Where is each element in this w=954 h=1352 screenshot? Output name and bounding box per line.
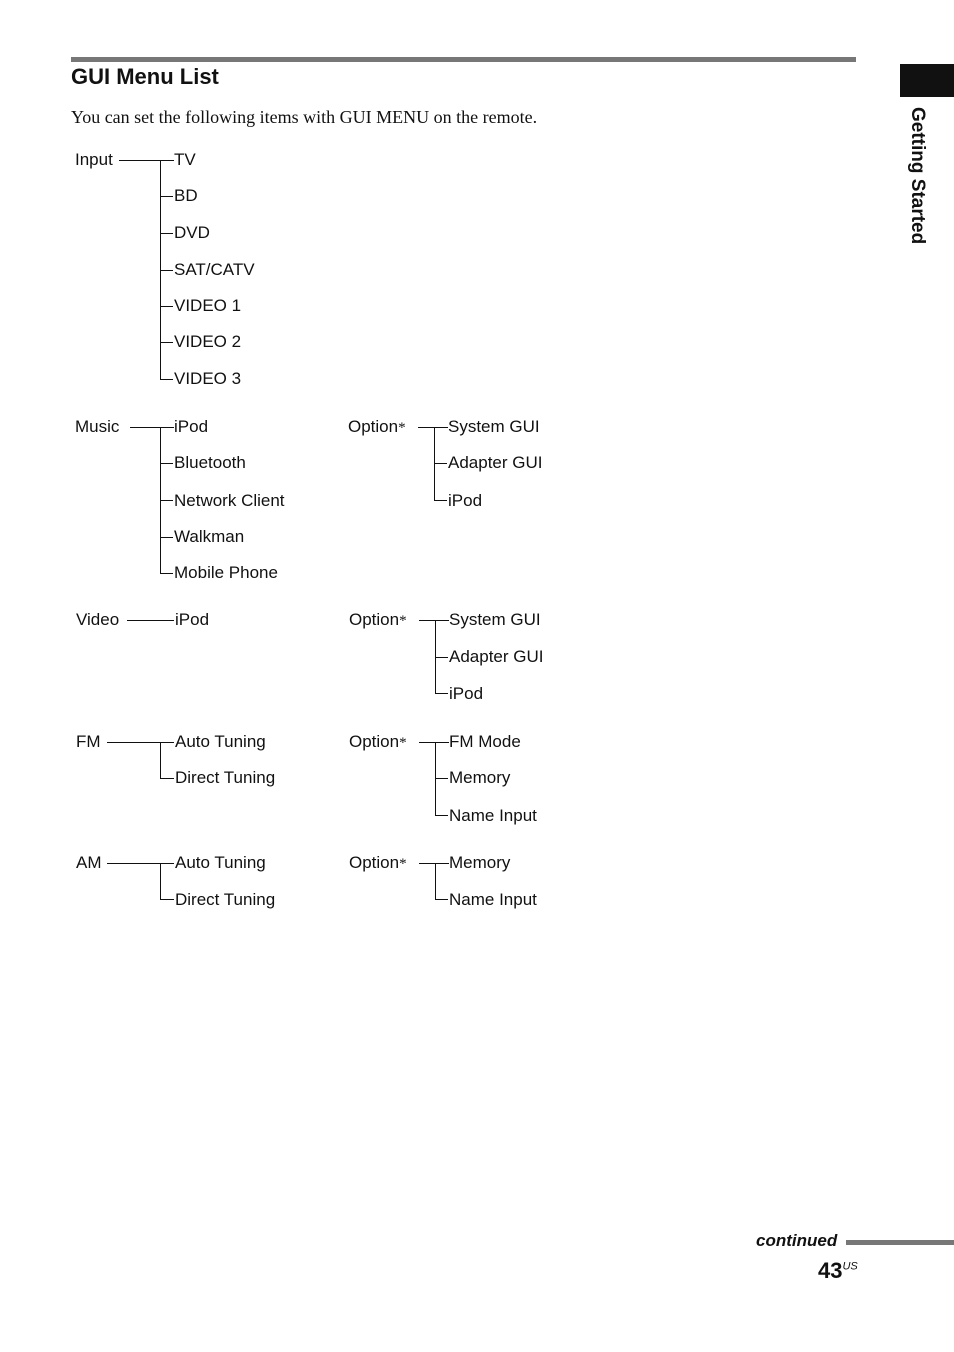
menu-item: TV	[174, 150, 196, 169]
connector-line	[435, 657, 448, 658]
option-item: Memory	[449, 768, 511, 787]
option-label: Option*	[348, 417, 406, 436]
connector-line	[127, 620, 174, 621]
connector-line	[160, 863, 161, 900]
continued-bar	[846, 1240, 954, 1245]
menu-item: VIDEO 3	[174, 369, 242, 388]
connector-line	[419, 742, 449, 743]
menu-item: Walkman	[174, 527, 245, 546]
side-tab-label: Getting Started	[907, 107, 928, 245]
connector-line	[160, 342, 173, 343]
connector-line	[160, 742, 161, 779]
side-tab-marker	[900, 64, 954, 97]
connector-line	[160, 573, 173, 574]
menu-item: iPod	[174, 417, 209, 436]
option-item: Adapter GUI	[448, 453, 543, 472]
option-item: Memory	[449, 853, 511, 872]
option-item: iPod	[448, 491, 483, 510]
connector-line	[160, 379, 173, 380]
input-root-label: Input	[75, 150, 113, 169]
connector-line	[435, 815, 448, 816]
connector-line	[107, 863, 174, 864]
connector-line	[435, 863, 436, 900]
connector-line	[160, 500, 173, 501]
fm-root-label: FM	[76, 732, 101, 751]
option-item: iPod	[449, 684, 484, 703]
menu-item: Mobile Phone	[174, 563, 278, 582]
menu-item: VIDEO 2	[174, 332, 242, 351]
continued-label: continued	[756, 1231, 838, 1250]
connector-line	[160, 196, 173, 197]
connector-line	[418, 427, 448, 428]
connector-line	[160, 537, 173, 538]
connector-line	[434, 500, 447, 501]
menu-item: Network Client	[174, 491, 285, 510]
menu-item: Direct Tuning	[175, 890, 276, 909]
connector-line	[160, 463, 173, 464]
page-title: GUI Menu List	[71, 64, 219, 89]
connector-line	[119, 160, 174, 161]
menu-item: SAT/CATV	[174, 260, 255, 279]
connector-line	[434, 463, 447, 464]
option-item: Name Input	[449, 890, 537, 909]
connector-line	[435, 693, 448, 694]
connector-line	[419, 863, 449, 864]
option-label: Option*	[349, 610, 407, 629]
option-item: FM Mode	[449, 732, 521, 751]
connector-line	[107, 742, 174, 743]
connector-line	[435, 778, 448, 779]
connector-line	[160, 778, 174, 779]
option-item: Adapter GUI	[449, 647, 544, 666]
video-root-label: Video	[76, 610, 120, 629]
connector-line	[160, 233, 173, 234]
connector-line	[160, 899, 174, 900]
menu-item: Direct Tuning	[175, 768, 276, 787]
top-rule	[71, 57, 856, 62]
music-root-label: Music	[75, 417, 120, 436]
menu-item: Auto Tuning	[175, 732, 266, 751]
connector-line	[160, 306, 173, 307]
option-label: Option*	[349, 853, 407, 872]
page-number: $43^{US}$	[818, 1258, 858, 1283]
option-item: Name Input	[449, 806, 537, 825]
menu-item: BD	[174, 186, 198, 205]
connector-line	[435, 899, 448, 900]
connector-line	[160, 270, 173, 271]
menu-item: Bluetooth	[174, 453, 246, 472]
connector-line	[419, 620, 449, 621]
intro-text: You can set the following items with GUI MENU on the remote.	[71, 107, 538, 127]
option-label: Option*	[349, 732, 407, 751]
menu-item: VIDEO 1	[174, 296, 242, 315]
menu-item: iPod	[175, 610, 210, 629]
option-item: System GUI	[449, 610, 541, 629]
menu-item: Auto Tuning	[175, 853, 266, 872]
connector-line	[130, 427, 174, 428]
menu-item: DVD	[174, 223, 210, 242]
am-root-label: AM	[76, 853, 102, 872]
option-item: System GUI	[448, 417, 540, 436]
